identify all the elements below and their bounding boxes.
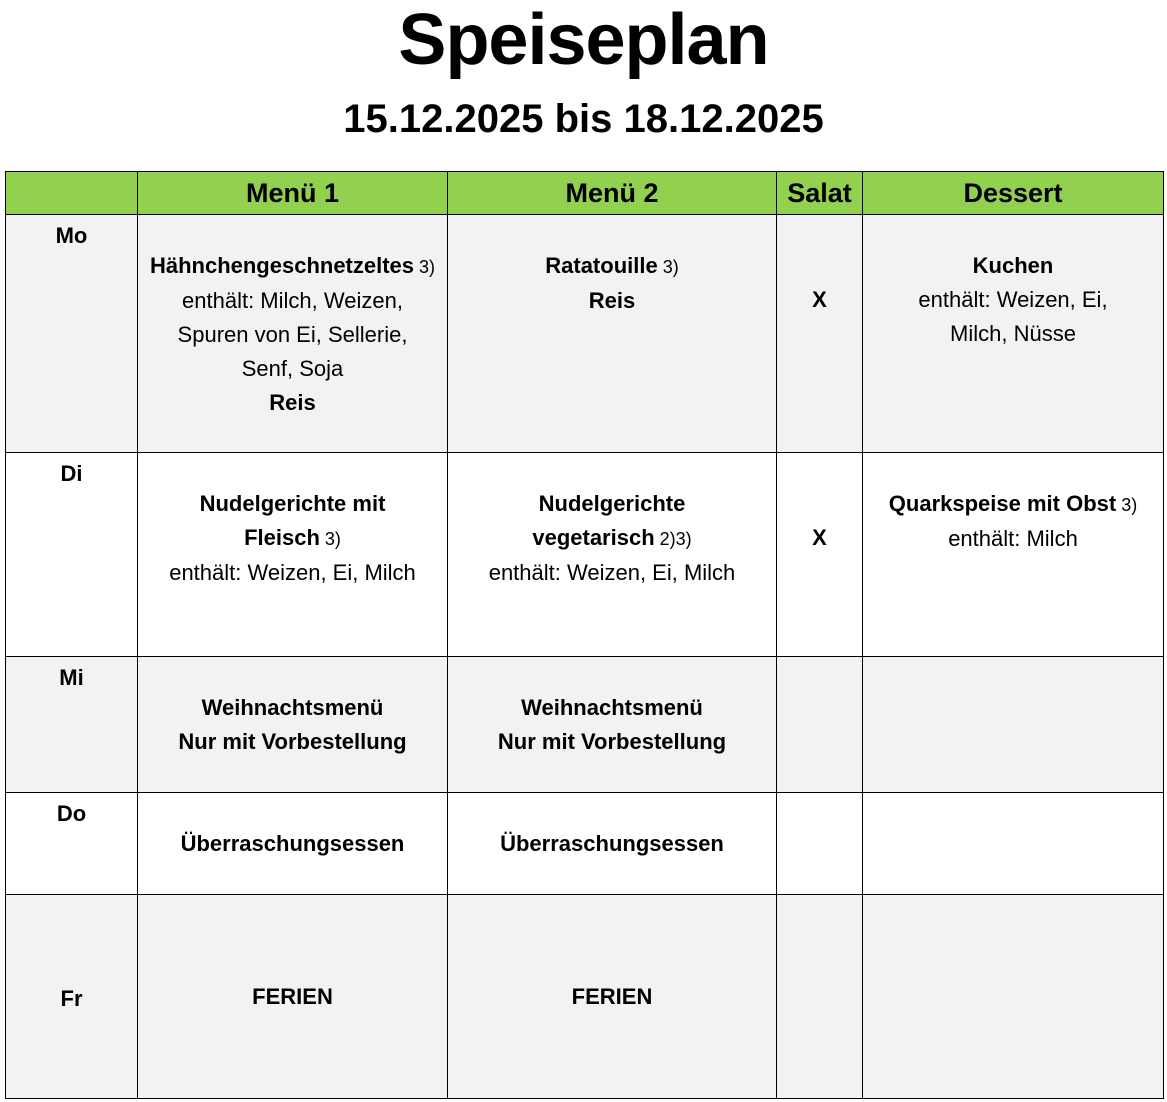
menu2-cell <box>448 657 777 793</box>
header-menu2: Menü 2 <box>448 172 777 215</box>
dessert-cell <box>863 453 1164 657</box>
menu2-cell <box>448 215 777 453</box>
allergen-note: 3) <box>657 257 679 277</box>
dish-name: Weihnachtsmenü <box>201 695 384 720</box>
dessert-cell <box>863 657 1164 793</box>
dish-name-cont: Fleisch <box>244 525 320 550</box>
menu-table <box>5 171 1164 1099</box>
row-di <box>6 453 1164 657</box>
allergen-line: enthält: Milch <box>948 526 1078 551</box>
header-salat: Salat <box>777 172 863 215</box>
dish-name: Überraschungsessen <box>500 831 724 856</box>
allergen-line: Senf, Soja <box>241 356 344 381</box>
dish-name: FERIEN <box>571 983 653 1009</box>
allergen-line: Spuren von Ei, Sellerie, <box>177 322 408 347</box>
header-row <box>6 172 1164 215</box>
allergen-note: 3) <box>414 257 436 277</box>
salat-cell <box>777 657 863 793</box>
side-dish: Reis <box>269 390 316 415</box>
dish-name: FERIEN <box>252 983 333 1009</box>
allergen-note: 3) <box>319 529 341 549</box>
page-title: Speiseplan <box>398 0 769 80</box>
allergen-line: enthält: Weizen, Ei, Milch <box>488 560 736 585</box>
dish-name-cont: vegetarisch <box>532 525 655 550</box>
allergen-note: 3) <box>1116 495 1138 515</box>
dish-name: Nudelgerichte <box>538 491 686 516</box>
menu2-cell <box>448 895 777 1099</box>
day-label: Fr <box>6 895 138 1099</box>
allergen-line: enthält: Weizen, Ei, <box>918 287 1108 312</box>
dish-name: Überraschungsessen <box>180 831 405 856</box>
menu2-cell <box>448 793 777 895</box>
salat-mark: X <box>812 287 827 312</box>
day-label: Di <box>6 453 138 657</box>
allergen-note: 2)3) <box>654 529 692 549</box>
menu1-cell <box>138 453 448 657</box>
row-mo <box>6 215 1164 453</box>
menu1-cell <box>138 215 448 453</box>
dish-note: Nur mit Vorbestellung <box>497 729 727 754</box>
allergen-line: enthält: Weizen, Ei, Milch <box>169 560 416 585</box>
allergen-line: Milch, Nüsse <box>950 321 1076 346</box>
side-dish: Reis <box>588 288 636 313</box>
day-label: Do <box>6 793 138 895</box>
day-label: Mo <box>6 215 138 453</box>
salat-cell <box>777 793 863 895</box>
dish-name: Hähnchengeschnetzeltes <box>149 253 415 278</box>
menu1-cell <box>138 657 448 793</box>
dish-name: Weihnachtsmenü <box>521 695 703 720</box>
dessert-cell <box>863 215 1164 453</box>
menu2-cell <box>448 453 777 657</box>
menu1-cell <box>138 895 448 1099</box>
dessert-cell <box>863 793 1164 895</box>
row-mi <box>6 657 1164 793</box>
dessert-cell <box>863 895 1164 1099</box>
dish-name: Ratatouille <box>545 253 658 278</box>
day-label: Mi <box>6 657 138 793</box>
salat-cell <box>777 895 863 1099</box>
header-dessert: Dessert <box>863 172 1164 215</box>
row-fr <box>6 895 1164 1099</box>
header-day <box>6 172 138 215</box>
salat-mark: X <box>812 525 827 550</box>
dish-note: Nur mit Vorbestellung <box>178 729 407 754</box>
salat-cell <box>777 215 863 453</box>
header-menu1: Menü 1 <box>138 172 448 215</box>
dish-name: Nudelgerichte mit <box>199 491 386 516</box>
dessert-name: Kuchen <box>972 253 1054 278</box>
row-do <box>6 793 1164 895</box>
dessert-name: Quarkspeise mit Obst <box>888 491 1117 516</box>
salat-cell <box>777 453 863 657</box>
date-range: 15.12.2025 bis 18.12.2025 <box>343 97 824 141</box>
allergen-line: enthält: Milch, Weizen, <box>182 288 403 313</box>
menu1-cell <box>138 793 448 895</box>
